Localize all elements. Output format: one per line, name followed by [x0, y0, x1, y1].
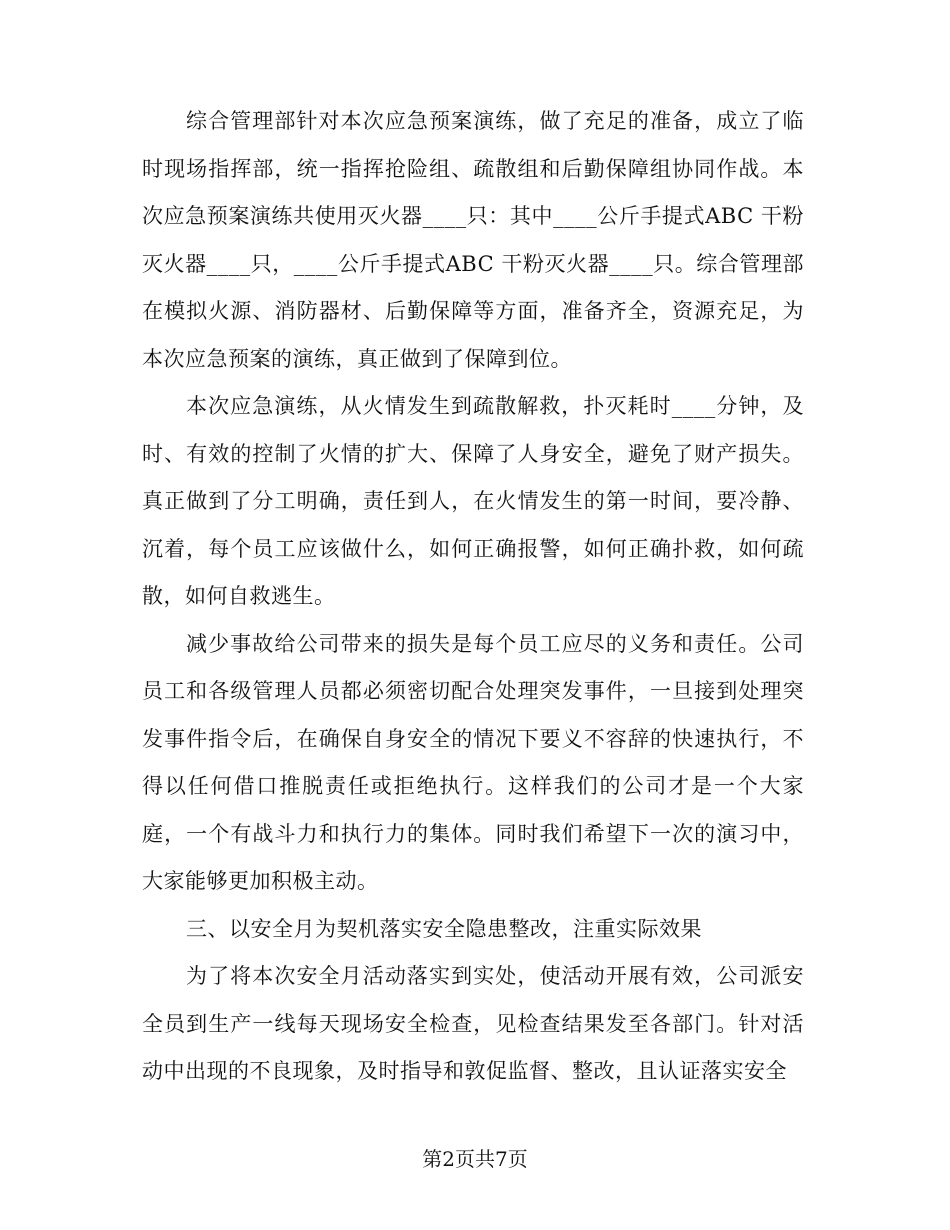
paragraph-responsibility: 减少事故给公司带来的损失是每个员工应尽的义务和责任。公司员工和各级管理人员都必须密切配合处理突发事件，一旦接到处理突发事件指令后，在确保自身安全的情况下要义不容辞的快速执行，不得以任何借口推脱责任或拒绝执行。这样我们的公司才是一个大家庭，一个有战斗力和执行力的集体。同时我们希望下一次的演习中，大家能够更加积极主动。: [142, 631, 804, 893]
paragraph-drill-result: 本次应急演练，从火情发生到疏散解救，扑灭耗时____分钟，及时、有效的控制了火情的扩大、保障了人身安全，避免了财产损失。真正做到了分工明确，责任到人，在火情发生的第一时间，要冷静、沉着，每个员工应该做什么，如何正确报警，如何正确扑救，如何疏散，如何自救逃生。: [142, 394, 804, 608]
paragraph-emergency-preparation: 综合管理部针对本次应急预案演练，做了充足的准备，成立了临时现场指挥部，统一指挥抢险组、疏散组和后勤保障组协同作战。本次应急预案演练共使用灭火器____只：其中____公斤手提式ABC 干粉灭火器____只，____公斤手提式ABC 干粉灭火器____只。综合管理部在模拟火源、消防器材、后勤保障等方面，准备齐全，资源充足，为本次应急预案的演练，真正做到了保障到位。: [142, 109, 804, 371]
document-body: [142, 98, 804, 1096]
section-heading-safety-month: 三、以安全月为契机落实安全隐患整改，注重实际效果: [186, 916, 702, 941]
page-number-footer: 第2页共7页: [422, 1147, 528, 1171]
paragraph-safety-inspection: 为了将本次安全月活动落实到实处，使活动开展有效，公司派安全员到生产一线每天现场安全检查，见检查结果发至各部门。针对活动中出现的不良现象，及时指导和敦促监督、整改，且认证落实安全: [142, 964, 804, 1083]
